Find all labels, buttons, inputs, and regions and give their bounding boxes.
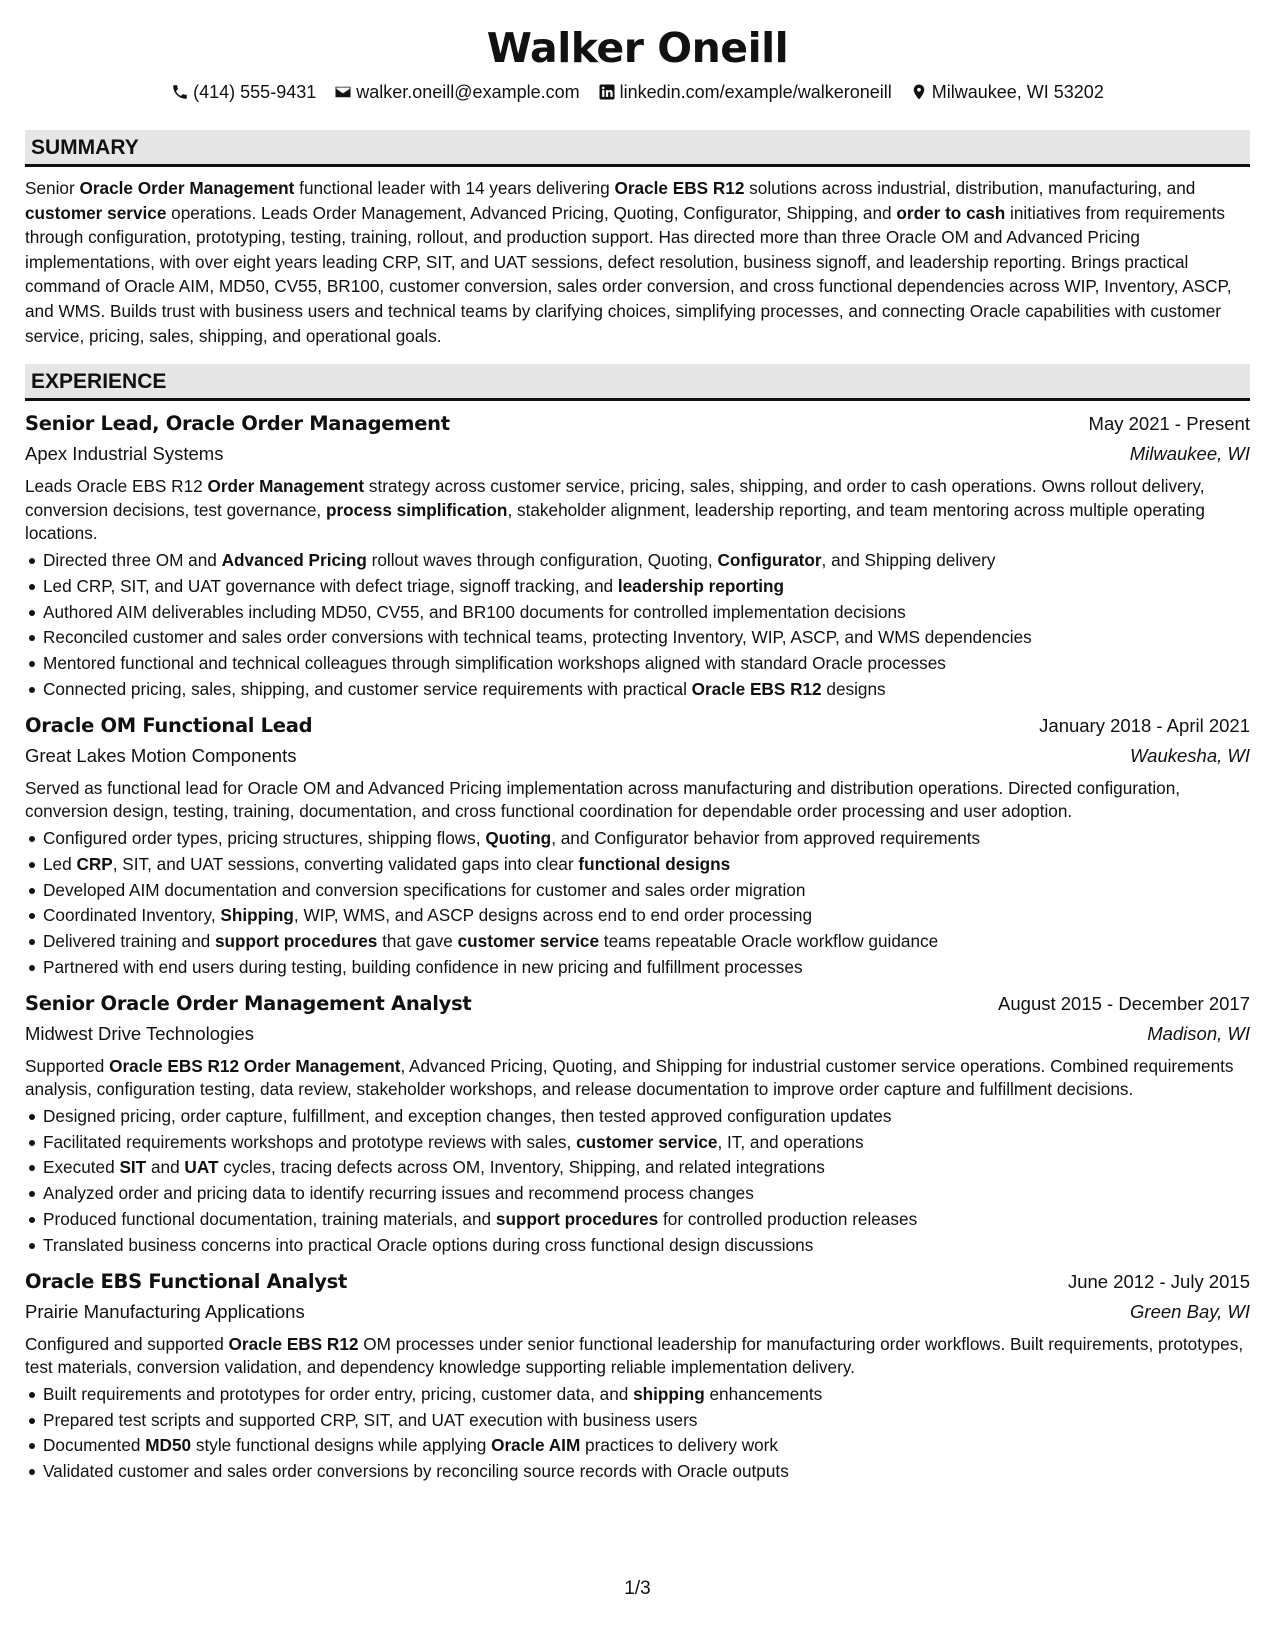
bold-text: Shipping xyxy=(220,905,294,926)
job-entry xyxy=(25,409,1250,703)
bullet-item xyxy=(25,929,1250,955)
text-run: Led CRP, SIT, and UAT governance with defect triage, signoff tracking, and xyxy=(43,575,618,596)
text-run: , WIP, WMS, and ASCP designs across end to end order processing xyxy=(293,905,813,926)
bullet-item xyxy=(25,1459,1250,1485)
text-run: , and Shipping delivery xyxy=(821,549,996,570)
contact-phone xyxy=(171,80,316,104)
bold-text: Advanced Pricing xyxy=(221,549,367,570)
text-run: Leads Oracle EBS R12 xyxy=(25,476,208,497)
text-run: Senior xyxy=(25,178,80,198)
text-run: Prepared test scripts and supported CRP, SIT, and UAT execution with business users xyxy=(43,1409,698,1430)
text-run: Produced functional documentation, training materials, and xyxy=(43,1209,496,1230)
text-run: operations. Leads Order Management, Advanced Pricing, Quoting, Configurator, Shipping, and xyxy=(166,202,897,223)
bold-text: MD50 xyxy=(145,1435,192,1456)
job-location: Waukesha, WI xyxy=(1130,744,1250,766)
bullet-item xyxy=(25,1433,1250,1459)
resume-page xyxy=(25,20,1250,1485)
text-run: that gave xyxy=(377,931,458,952)
text-run: designs xyxy=(821,678,886,699)
bullet-item xyxy=(25,1207,1250,1233)
job-entry xyxy=(25,711,1250,981)
job-title: Senior Lead, Oracle Order Management xyxy=(25,412,450,436)
text-run: , and Configurator behavior from approved requirements xyxy=(551,827,981,848)
candidate-name: Walker Oneill xyxy=(486,24,789,72)
bold-text: process simplification xyxy=(325,499,508,520)
bold-text: support procedures xyxy=(214,931,378,952)
text-run: solutions across industrial, distribution, manufacturing, and xyxy=(744,178,1196,198)
job-company: Apex Industrial Systems xyxy=(25,443,224,465)
job-dates: June 2012 - July 2015 xyxy=(1067,1270,1250,1292)
contact-email-text: walker.oneill@example.com xyxy=(356,82,580,102)
text-run: OM processes under senior functional leadership for manufacturing order workflows. Built requirements, prototypes, test materials, conversion validation, and dependency knowledge supporting reliable implementation delivery. xyxy=(25,1333,1244,1378)
job-description xyxy=(25,1333,1250,1380)
bullet-item xyxy=(25,1130,1250,1156)
text-run: Developed AIM documentation and conversion specifications for customer and sales order migration xyxy=(43,879,806,900)
bullet-item xyxy=(25,574,1250,600)
text-run: Connected pricing, sales, shipping, and customer service requirements with practical xyxy=(43,678,692,699)
bold-text: Configurator xyxy=(717,549,822,570)
bullet-item xyxy=(25,878,1250,904)
text-run: Executed xyxy=(43,1157,120,1178)
phone-icon xyxy=(171,83,189,101)
bold-text: functional designs xyxy=(578,853,731,874)
text-run: Facilitated requirements workshops and prototype reviews with sales, xyxy=(43,1131,577,1152)
bullet-item xyxy=(25,1155,1250,1181)
text-run: Analyzed order and pricing data to identify recurring issues and recommend process changes xyxy=(43,1183,754,1204)
bold-text: Oracle EBS R12 Order Management xyxy=(109,1055,401,1076)
text-run: Served as functional lead for Oracle OM and Advanced Pricing implementation across manufacturing and distribution operations. Directed configuration, conversion design, testing, training, documentation, and cross functional coordination for dependable order processing and user adoption. xyxy=(25,777,1181,822)
contact-phone-text: (414) 555-9431 xyxy=(193,82,317,102)
bold-text: customer service xyxy=(457,931,600,952)
bullet-item xyxy=(25,1233,1250,1259)
text-run: Supported xyxy=(25,1055,110,1076)
text-run: , SIT, and UAT sessions, converting validated gaps into clear xyxy=(112,853,579,874)
job-dates: May 2021 - Present xyxy=(1088,413,1250,435)
bold-text: Quoting xyxy=(485,827,552,848)
job-description xyxy=(25,1055,1250,1102)
bold-text: UAT xyxy=(184,1157,219,1178)
job-dates: August 2015 - December 2017 xyxy=(998,992,1250,1014)
contact-email[interactable] xyxy=(334,80,579,104)
text-run: rollout waves through configuration, Quoting, xyxy=(366,549,718,570)
text-run: Configured and supported xyxy=(25,1333,229,1354)
experience-list xyxy=(25,409,1250,1485)
contact-linkedin-text: linkedin.com/example/walkeroneill xyxy=(619,82,892,102)
job-entry xyxy=(25,989,1250,1259)
contact-location-text: Milwaukee, WI 53202 xyxy=(931,82,1104,102)
bullet-item xyxy=(25,955,1250,981)
text-run: and xyxy=(146,1157,185,1178)
text-run: initiatives from requirements through configuration, prototyping, testing, training, rollout, and production support. Has directed more than three Oracle OM and Advanced Pricing implementations, with over eight years leading CRP, SIT, and UAT sessions, defect resolution, business signoff, and leadership reporting. Brings practical command of Oracle AIM, MD50, CV55, BR100, customer conversion, sales order conversion, and cross functional dependencies across WIP, Inventory, ASCP, and WMS. Builds trust with business users and technical teams by clarifying choices, simplifying processes, and connecting Oracle capabilities with customer service, pricing, sales, shipping, and operational goals. xyxy=(25,202,1232,346)
job-company: Great Lakes Motion Components xyxy=(25,744,297,766)
job-title: Senior Oracle Order Management Analyst xyxy=(25,991,472,1015)
job-location: Green Bay, WI xyxy=(1130,1300,1250,1322)
contact-location xyxy=(910,80,1104,104)
experience-heading: EXPERIENCE xyxy=(25,364,1250,401)
bullet-item xyxy=(25,903,1250,929)
bullet-item xyxy=(25,651,1250,677)
bullet-item xyxy=(25,826,1250,852)
text-run: , IT, and operations xyxy=(717,1131,864,1152)
text-run: Translated business concerns into practical Oracle options during cross functional design discussions xyxy=(43,1234,814,1255)
job-dates: January 2018 - April 2021 xyxy=(1039,714,1250,736)
job-entry xyxy=(25,1267,1250,1485)
text-run: for controlled production releases xyxy=(658,1209,918,1230)
job-company: Midwest Drive Technologies xyxy=(25,1022,254,1044)
text-run: style functional designs while applying xyxy=(191,1435,492,1456)
bold-text: Oracle AIM xyxy=(491,1435,581,1456)
text-run: practices to delivery work xyxy=(580,1435,778,1456)
text-run: Authored AIM deliverables including MD50, CV55, and BR100 documents for controlled implementation decisions xyxy=(43,601,906,622)
bold-text: CRP xyxy=(76,853,113,874)
bold-text: Order Management xyxy=(207,476,365,497)
text-run: enhancements xyxy=(704,1383,823,1404)
bullet-item xyxy=(25,1104,1250,1130)
job-company: Prairie Manufacturing Applications xyxy=(25,1300,305,1322)
bold-text: SIT xyxy=(119,1157,147,1178)
text-run: , stakeholder alignment, leadership reporting, and team mentoring across multiple operating locations. xyxy=(25,499,1205,544)
text-run: Designed pricing, order capture, fulfillment, and exception changes, then tested approved configuration updates xyxy=(43,1105,892,1126)
text-run: Directed three OM and xyxy=(43,549,222,570)
summary-heading: SUMMARY xyxy=(25,130,1250,167)
map-pin-icon xyxy=(910,83,928,101)
bold-text: Oracle EBS R12 xyxy=(691,678,822,699)
envelope-icon xyxy=(334,83,352,101)
job-location: Madison, WI xyxy=(1147,1022,1250,1044)
text-run: Mentored functional and technical colleagues through simplification workshops aligned with standard Oracle processes xyxy=(43,653,946,674)
job-title: Oracle EBS Functional Analyst xyxy=(25,1269,347,1293)
page-number: 1/3 xyxy=(624,1578,651,1599)
job-description xyxy=(25,475,1250,546)
text-run: , Advanced Pricing, Quoting, and Shipping for industrial customer service operations. Combined requirements analysis, configuration testing, data review, stakeholder workshops, and release documentation to improve order capture and fulfillment decisions. xyxy=(25,1055,1234,1100)
bullet-item xyxy=(25,548,1250,574)
text-run: cycles, tracing defects across OM, Inventory, Shipping, and related integrations xyxy=(218,1157,825,1178)
bullet-item xyxy=(25,677,1250,703)
text-run: Reconciled customer and sales order conversions with technical teams, protecting Inventory, WIP, ASCP, and WMS dependencies xyxy=(43,627,1032,648)
bold-text: leadership reporting xyxy=(617,575,785,596)
bold-text: customer service xyxy=(576,1131,718,1152)
job-bullets xyxy=(25,1104,1250,1259)
summary-text xyxy=(25,176,1250,348)
bullet-item xyxy=(25,1181,1250,1207)
bold-text: order to cash xyxy=(896,202,1006,223)
text-run: Delivered training and xyxy=(43,931,215,952)
job-bullets xyxy=(25,826,1250,981)
text-run: Partnered with end users during testing, building confidence in new pricing and fulfillment processes xyxy=(43,956,803,977)
text-run: Documented xyxy=(43,1435,146,1456)
contact-linkedin[interactable] xyxy=(598,80,892,104)
job-description xyxy=(25,777,1250,824)
text-run: teams repeatable Oracle workflow guidance xyxy=(599,931,939,952)
job-bullets xyxy=(25,548,1250,703)
text-run: Coordinated Inventory, xyxy=(43,905,221,926)
bold-text: Oracle EBS R12 xyxy=(614,178,745,198)
text-run: Led xyxy=(43,853,77,874)
job-title: Oracle OM Functional Lead xyxy=(25,713,313,737)
bullet-item xyxy=(25,625,1250,651)
text-run: Built requirements and prototypes for order entry, pricing, customer data, and xyxy=(43,1383,634,1404)
bullet-item xyxy=(25,600,1250,626)
bullet-item xyxy=(25,1408,1250,1434)
text-run: Validated customer and sales order conversions by reconciling source records with Oracle outputs xyxy=(43,1461,789,1482)
job-bullets xyxy=(25,1382,1250,1485)
linkedin-icon xyxy=(598,83,616,101)
bullet-item xyxy=(25,1382,1250,1408)
bullet-item xyxy=(25,852,1250,878)
bold-text: support procedures xyxy=(495,1209,659,1230)
bold-text: Oracle Order Management xyxy=(79,178,295,198)
text-run: functional leader with 14 years delivering xyxy=(294,178,615,198)
bold-text: shipping xyxy=(633,1383,705,1404)
text-run: Configured order types, pricing structures, shipping flows, xyxy=(43,827,486,848)
bold-text: Oracle EBS R12 xyxy=(228,1333,359,1354)
job-location: Milwaukee, WI xyxy=(1129,443,1250,465)
text-run: strategy across customer service, pricing, sales, shipping, and order to cash operations. Owns rollout delivery, conversion decisions, test governance, xyxy=(25,476,1205,520)
contact-bar xyxy=(25,80,1250,104)
bold-text: customer service xyxy=(25,202,167,223)
